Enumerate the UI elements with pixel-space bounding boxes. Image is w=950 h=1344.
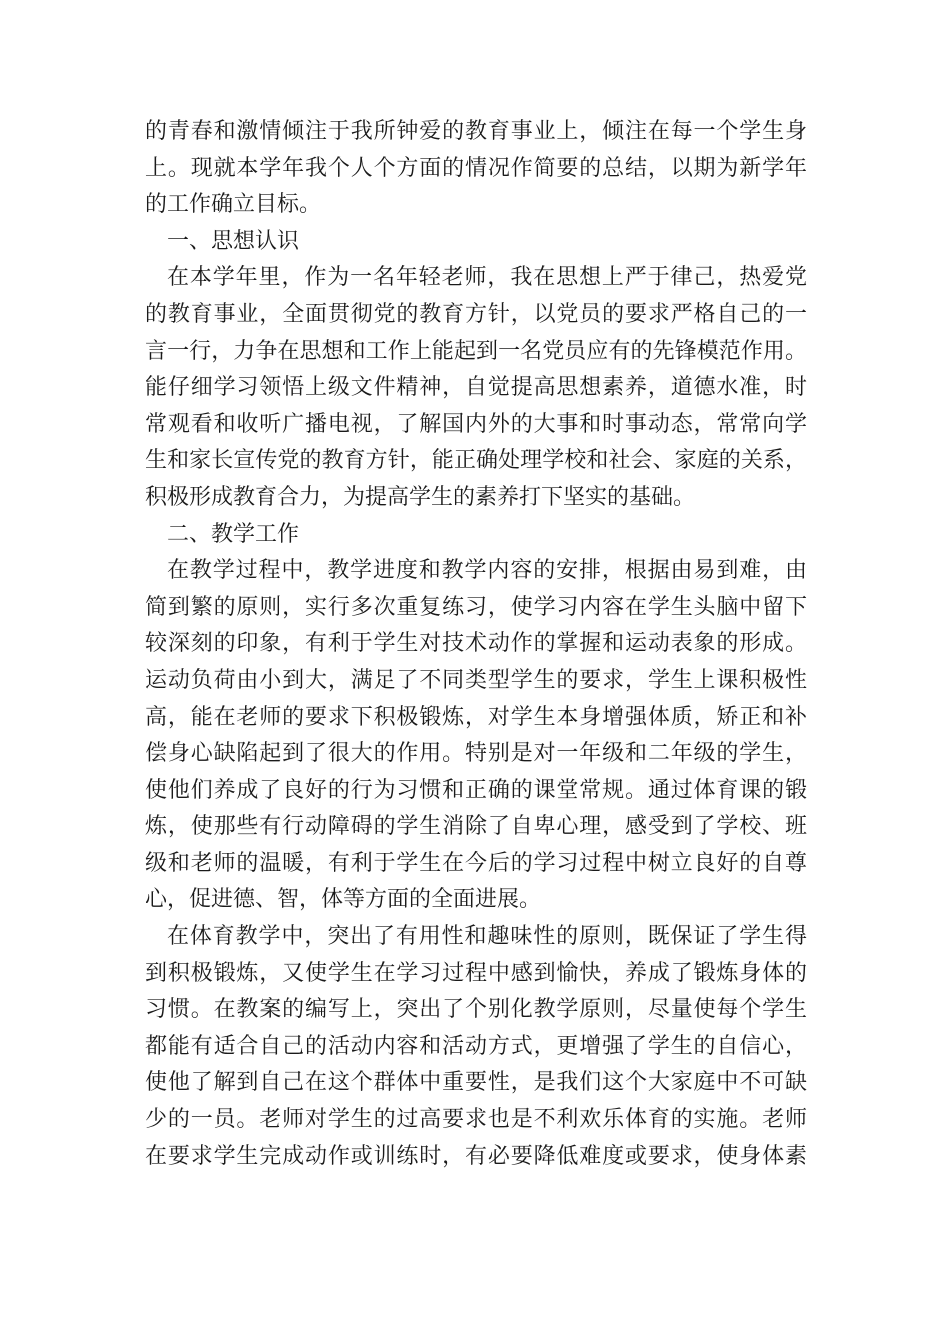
text-line: 级和老师的温暖，有利于学生在今后的学习过程中树立良好的自尊 [145, 850, 807, 876]
text-line: 使他们养成了良好的行为习惯和正确的课堂常规。通过体育课的锻 [145, 777, 807, 803]
text-line: 积极形成教育合力，为提高学生的素养打下坚实的基础。 [145, 484, 696, 510]
text-line: 习惯。在教案的编写上，突出了个别化教学原则，尽量使每个学生 [145, 997, 807, 1023]
text-line: 言一行，力争在思想和工作上能起到一名党员应有的先锋模范作用。 [145, 338, 807, 364]
document-body [145, 114, 807, 1175]
text-line: 在要求学生完成动作或训练时，有必要降低难度或要求，使身体素 [145, 1143, 807, 1169]
text-line: 能仔细学习领悟上级文件精神，自觉提高思想素养，道德水准，时 [145, 375, 807, 401]
text-line: 在本学年里，作为一名年轻老师，我在思想上严于律己，热爱党 [167, 265, 807, 291]
text-line: 的工作确立目标。 [145, 192, 322, 218]
text-line: 都能有适合自己的活动内容和活动方式，更增强了学生的自信心， [145, 1033, 807, 1059]
text-line: 的青春和激情倾注于我所钟爱的教育事业上，倾注在每一个学生身 [145, 119, 807, 144]
text-line: 上。现就本学年我个人个方面的情况作简要的总结，以期为新学年 [145, 155, 807, 181]
text-line: 少的一员。老师对学生的过高要求也是不利欢乐体育的实施。老师 [145, 1107, 807, 1133]
text-line: 简到繁的原则，实行多次重复练习，使学习内容在学生头脑中留下 [145, 594, 807, 620]
text-line: 在体育教学中，突出了有用性和趣味性的原则，既保证了学生得 [167, 924, 807, 950]
section-heading: 一、思想认识 [167, 228, 300, 254]
text-line: 的教育事业，全面贯彻党的教育方针，以党员的要求严格自己的一 [145, 301, 807, 327]
text-line: 在教学过程中，教学进度和教学内容的安排，根据由易到难，由 [167, 558, 807, 584]
text-line: 到积极锻炼，又使学生在学习过程中感到愉快，养成了锻炼身体的 [145, 960, 807, 986]
text-line: 常观看和收听广播电视，了解国内外的大事和时事动态，常常向学 [145, 411, 807, 437]
text-line: 高，能在老师的要求下积极锻炼，对学生本身增强体质，矫正和补 [145, 704, 807, 730]
text-line: 生和家长宣传党的教育方针，能正确处理学校和社会、家庭的关系， [145, 448, 807, 474]
text-line: 较深刻的印象，有利于学生对技术动作的掌握和运动表象的形成。 [145, 631, 807, 657]
text-line: 运动负荷由小到大，满足了不同类型学生的要求，学生上课积极性 [145, 667, 807, 693]
text-line: 偿身心缺陷起到了很大的作用。特别是对一年级和二年级的学生， [145, 741, 807, 767]
text-line: 心，促进德、智，体等方面的全面进展。 [145, 887, 542, 913]
text-line: 使他了解到自己在这个群体中重要性，是我们这个大家庭中不可缺 [145, 1070, 807, 1096]
text-line: 炼，使那些有行动障碍的学生消除了自卑心理，感受到了学校、班 [145, 814, 807, 840]
section-heading: 二、教学工作 [167, 521, 300, 547]
